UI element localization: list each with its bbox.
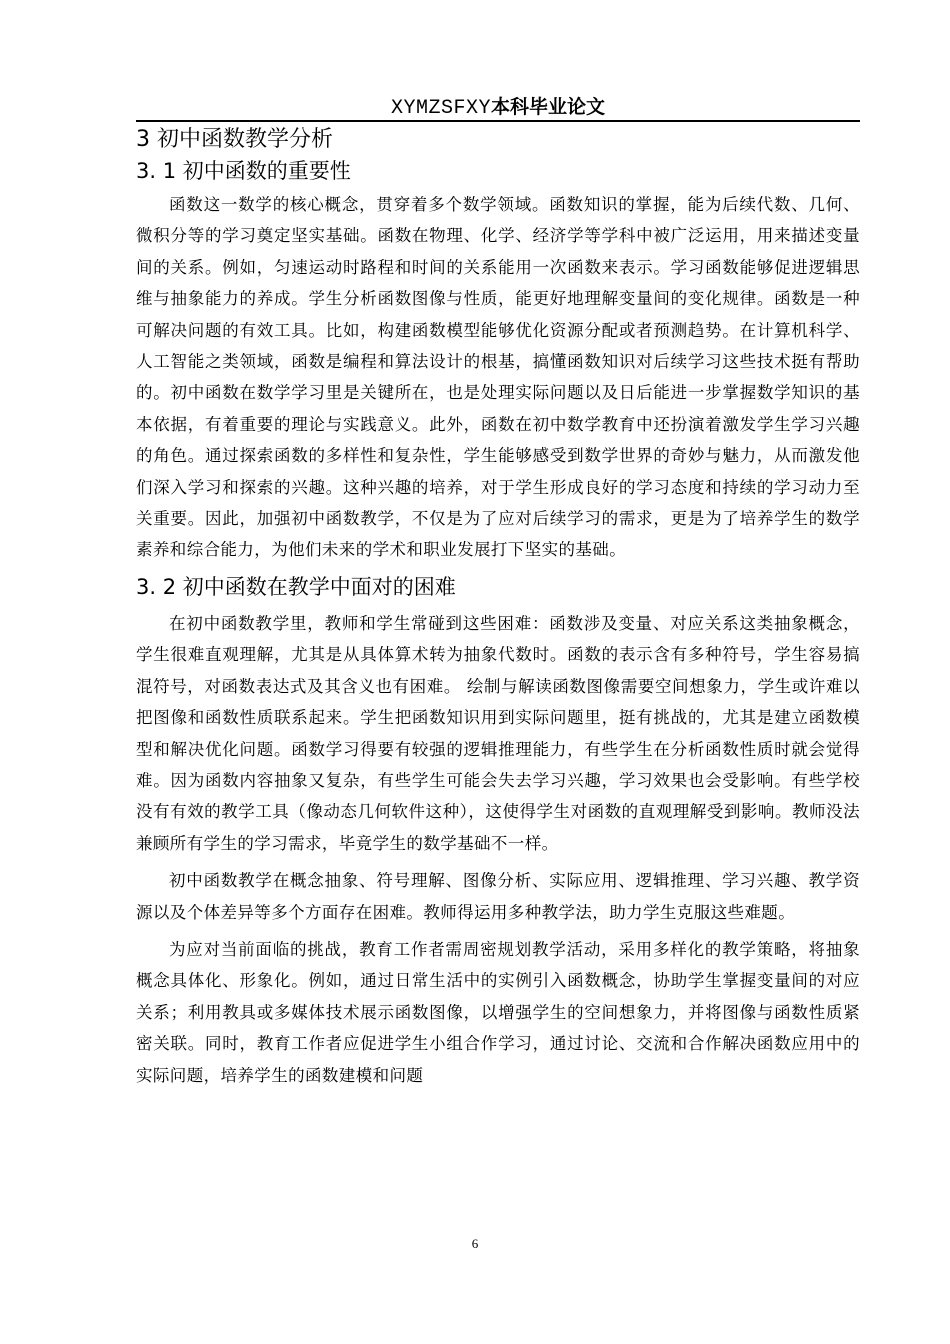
paragraph: 在初中函数教学里，教师和学生常碰到这些困难：函数涉及变量、对应关系这类抽象概念，学生很难直观理解，尤其是从具体算术转为抽象代数时。函数的表示含有多种符号，学生容易搞混符号，对函数表达式及其含义也有困难。 绘制与解读函数图像需要空间想象力，学生或许难以把图像和函数性质联系起来。学生把函数知识用到实际问题里，挺有挑战的，尤其是建立函数模型和解决优化问题。函数学习得要有较强的逻辑推理能力，有些学生在分析函数性质时就会觉得难。因为函数内容抽象又复杂，有些学生可能会失去学习兴趣，学习效果也会受影响。有些学校没有有效的教学工具（像动态几何软件这种），这使得学生对函数的直观理解受到影响。教师没法兼顾所有学生的学习需求，毕竟学生的数学基础不一样。 [136,613,860,853]
page-number: 6 [471,1236,479,1251]
page-body [136,124,860,1091]
header-title: 本科毕业论文 [491,96,606,118]
header-code: XYMZSFXY [390,97,491,120]
paragraph: 函数这一数学的核心概念，贯穿着多个数学领域。函数知识的掌握，能为后续代数、几何、微积分等的学习奠定坚实基础。函数在物理、化学、经济学等学科中被广泛运用，用来描述变量间的关系。例如，匀速运动时路程和时间的关系能用一次函数来表示。学习函数能够促进逻辑思维与抽象能力的养成。学生分析函数图像与性质，能更好地理解变量间的变化规律。函数是一种可解决问题的有效工具。比如，构建函数模型能够优化资源分配或者预测趋势。在计算机科学、人工智能之类领域，函数是编程和算法设计的根基，搞懂函数知识对后续学习这些技术挺有帮助的。初中函数在数学学习里是关键所在，也是处理实际问题以及日后能进一步掌握数学知识的基本依据，有着重要的理论与实践意义。此外，函数在初中数学教育中还扮演着激发学生学习兴趣的角色。通过探索函数的多样性和复杂性，学生能够感受到数学世界的奇妙与魅力，从而激发他们深入学习和探索的兴趣。这种兴趣的培养，对于学生形成良好的学习态度和持续的学习动力至关重要。因此，加强初中函数教学，不仅是为了应对后续学习的需求，更是为了培养学生的数学素养和综合能力，为他们未来的学术和职业发展打下坚实的基础。 [136,195,860,560]
page-header [136,92,860,122]
chapter-title: 3 初中函数教学分析 [136,127,333,152]
section-body-3-1 [136,189,860,566]
section-title-3-1: 3. 1 初中函数的重要性 [136,159,351,183]
paragraph: 初中函数教学在概念抽象、符号理解、图像分析、实际应用、逻辑推理、学习兴趣、教学资源以及个体差异等多个方面存在困难。教师得运用多种教学法，助力学生克服这些难题。 [136,871,860,922]
paragraph: 为应对当前面临的挑战，教育工作者需周密规划教学活动，采用多样化的教学策略，将抽象概念具体化、形象化。例如，通过日常生活中的实例引入函数概念，协助学生掌握变量间的对应关系；利用教具或多媒体技术展示函数图像，以增强学生的空间想象力，并将图像与函数性质紧密关联。同时，教育工作者应促进学生小组合作学习，通过讨论、交流和合作解决函数应用中的实际问题，培养学生的函数建模和问题 [136,939,860,1085]
section-body-3-2 [136,608,860,1091]
section-title-3-2: 3. 2 初中函数在教学中面对的困难 [136,574,456,599]
